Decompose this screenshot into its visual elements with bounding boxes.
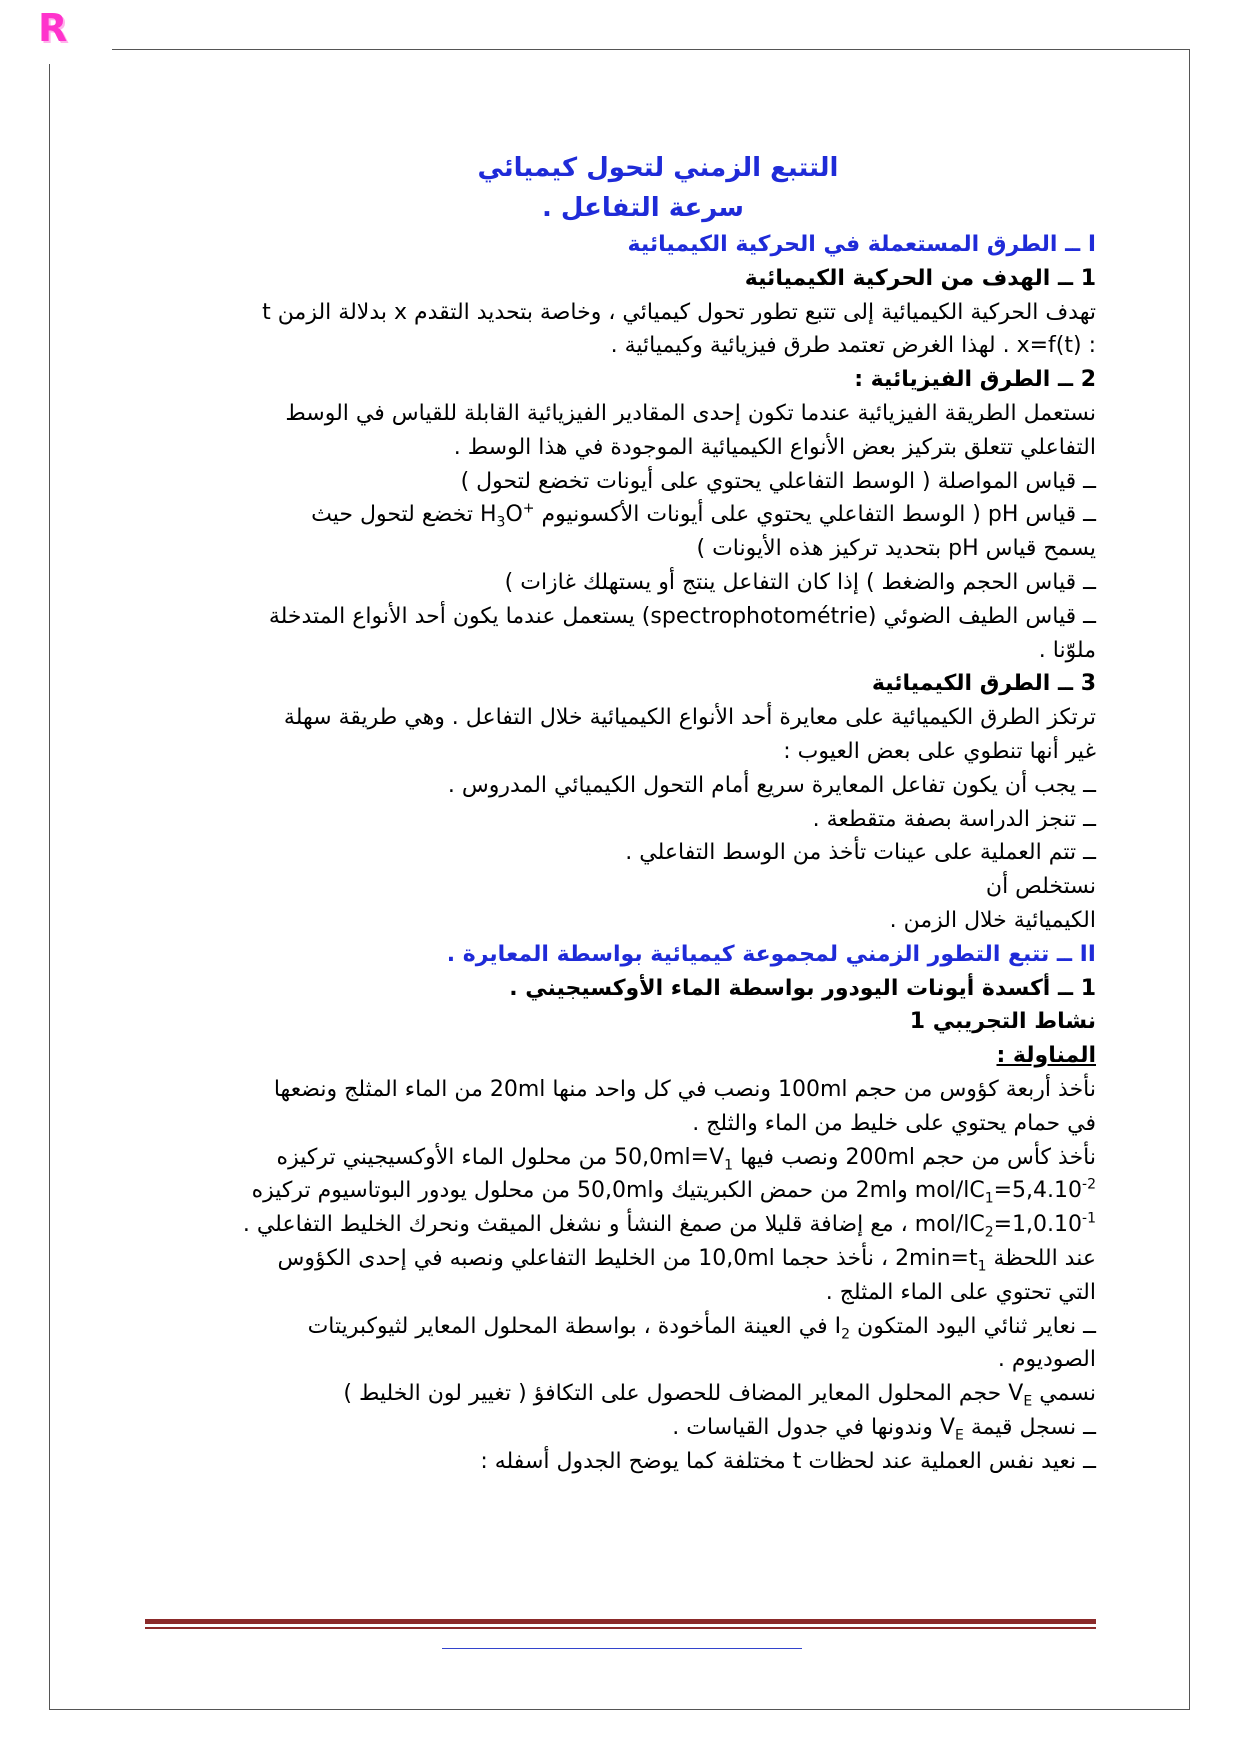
formula-i2: $I_2$ xyxy=(834,1313,851,1342)
subheading-physical: 2 ــ الطرق الفيزيائية : xyxy=(854,367,1096,393)
list-item xyxy=(140,1310,1096,1344)
formula-ve: $V_E$ xyxy=(939,1414,964,1444)
list-item: ــ تنجز الدراسة بصفة متقطعة . xyxy=(812,806,1096,832)
formula-c2: $C_2=1,0.10^{-1}$ xyxy=(969,1210,1096,1241)
subheading-oxidation: 1 ــ أكسدة أيونات اليودور بواسطة الماء الأوكسيجيني . xyxy=(509,975,1096,1001)
text-fragment: ــ نسجل قيمة xyxy=(970,1414,1096,1440)
subheading-activity: نشاط التجريبي 1 xyxy=(909,1009,1096,1035)
paragraph-line: الصوديوم . xyxy=(997,1347,1096,1373)
frame-border-right xyxy=(1189,49,1190,1710)
text-fragment: mol/l ، مع إضافة قليلا من صمغ النشأ و نشغل الميقث ونحرك الخليط التفاعلي . xyxy=(242,1212,970,1238)
text-fragment: حجم المحلول المعاير المضاف للحصول على التكافؤ ( تغيير لون الخليط ) xyxy=(343,1381,1002,1407)
frame-border-top xyxy=(112,49,1190,50)
formula-c1: $C_1=5,4.10^{-2}$ xyxy=(969,1176,1096,1207)
list-item: ــ قياس الحجم والضغط ) إذا كان التفاعل ينتج أو يستهلك غازات ) xyxy=(504,569,1096,595)
page-subtitle: سرعة التفاعل . xyxy=(542,193,744,223)
text-fragment: ــ نعاير ثنائي اليود المتكون xyxy=(857,1313,1096,1339)
paragraph-line: التفاعلي تتعلق بتركيز بعض الأنواع الكيميائية الموجودة في هذا الوسط . xyxy=(453,434,1096,460)
text-fragment: نأخذ كأس من حجم 200ml ونصب فيها xyxy=(740,1144,1096,1170)
frame-border-left xyxy=(49,64,50,1710)
text-fragment: وندونها في جدول القياسات . xyxy=(672,1414,933,1440)
section-heading-2: II ــ تتبع التطور الزمني لمجموعة كيميائية بواسطة المعايرة . xyxy=(446,941,1096,967)
subheading-procedure: المناولة : xyxy=(996,1043,1096,1069)
paragraph-line: يسمح قياس pH بتحديد تركيز هذه الأيونات ) xyxy=(696,536,1096,562)
paragraph-line: ملوّنا . xyxy=(1038,637,1096,663)
logo: R xyxy=(38,6,68,50)
text-fragment: نسمي xyxy=(1039,1381,1096,1407)
paragraph-line xyxy=(140,1242,1096,1276)
list-item xyxy=(140,1411,1096,1445)
document-body xyxy=(140,148,1096,1478)
paragraph-line: غير أنها تنطوي على بعض العيوب : xyxy=(783,738,1096,764)
paragraph-line: نأخذ أربعة كؤوس من حجم 100ml ونصب في كل واحد منها 20ml من الماء المثلج ونضعها xyxy=(273,1076,1096,1102)
page-title: التتبع الزمني لتحول كيميائي xyxy=(477,153,839,183)
text-fragment: mol/l و2ml من حمض الكبريتيك و50,0ml من محلول يودور البوتاسيوم تركيزه xyxy=(251,1178,970,1204)
list-item: ــ تتم العملية على عينات تأخذ من الوسط التفاعلي . xyxy=(625,840,1096,866)
list-item: ــ قياس الطيف الضوئي (spectrophotométrie) يستعمل عندما يكون أحد الأنواع المتدخلة xyxy=(268,603,1096,629)
text-fragment: في العينة المأخودة ، بواسطة المحلول المعاير لثيوكبريتات xyxy=(307,1313,828,1339)
formula-ve: $V_E$ xyxy=(1008,1381,1033,1410)
footer-rule-thin xyxy=(145,1627,1096,1629)
paragraph-line: التي تحتوي على الماء المثلج . xyxy=(825,1279,1096,1305)
text-fragment: =2min ، نأخذ حجما 10,0ml من الخليط التفاعلي ونصبه في إحدى الكؤوس xyxy=(277,1245,969,1271)
paragraph-line xyxy=(140,1174,1096,1208)
section-heading-1: I ــ الطرق المستعملة في الحركية الكيميائية xyxy=(627,232,1096,257)
paragraph-line xyxy=(140,1141,1096,1175)
frame-border-bottom xyxy=(49,1709,1190,1710)
text-fragment: ــ قياس pH ( الوسط التفاعلي يحتوي على أيونات الأكسونيوم xyxy=(541,502,1096,528)
paragraph-line xyxy=(140,1208,1096,1242)
paragraph-line: تهدف الحركية الكيميائية إلى تتبع تطور تحول كيميائي ، وخاصة بتحديد التقدم x بدلالة الزمن t xyxy=(262,299,1096,325)
text-fragment: =50,0ml من محلول الماء الأوكسيجيني تركيزه xyxy=(276,1144,710,1170)
text-fragment: عند اللحظة xyxy=(993,1245,1096,1271)
paragraph-line: : x=f(t) . لهذا الغرض تعتمد طرق فيزيائية وكيميائية . xyxy=(610,333,1096,359)
list-item: ــ نعيد نفس العملية عند لحظات t مختلفة كما يوضح الجدول أسفله : xyxy=(480,1448,1096,1474)
paragraph-line: نستعمل الطريقة الفيزيائية عندما تكون إحدى المقادير الفيزيائية القابلة للقياس في الوسط xyxy=(285,400,1096,426)
list-item: ــ قياس المواصلة ( الوسط التفاعلي يحتوي على أيونات تخضع لتحول ) xyxy=(460,468,1096,494)
text-fragment: تخضع لتحول حيث xyxy=(311,502,473,528)
formula-t1: $t_1$ xyxy=(968,1245,987,1275)
list-item xyxy=(140,498,1096,532)
list-item: ــ يجب أن يكون تفاعل المعايرة سريع أمام التحول الكيميائي المدروس . xyxy=(447,772,1096,798)
paragraph-line: في حمام يحتوي على خليط من الماء والثلج . xyxy=(692,1110,1096,1136)
subheading-goal: 1 ــ الهدف من الحركية الكيميائية xyxy=(744,265,1096,291)
footer-rule-thick xyxy=(145,1619,1096,1624)
footer-link-line xyxy=(442,1648,802,1649)
paragraph-line xyxy=(140,1377,1096,1411)
formula-h3o: $H_3O^+$ xyxy=(479,501,535,531)
subheading-chemical: 3 ــ الطرق الكيميائية xyxy=(871,671,1096,697)
paragraph-line: الكيميائية خلال الزمن . xyxy=(889,907,1096,933)
paragraph-line: ترتكز الطرق الكيميائية على معايرة أحد الأنواع الكيميائية خلال التفاعل . وهي طريقة سهلة xyxy=(283,705,1096,731)
paragraph-line: نستخلص أن xyxy=(985,874,1096,900)
formula-v1: $V_1$ xyxy=(709,1144,734,1173)
